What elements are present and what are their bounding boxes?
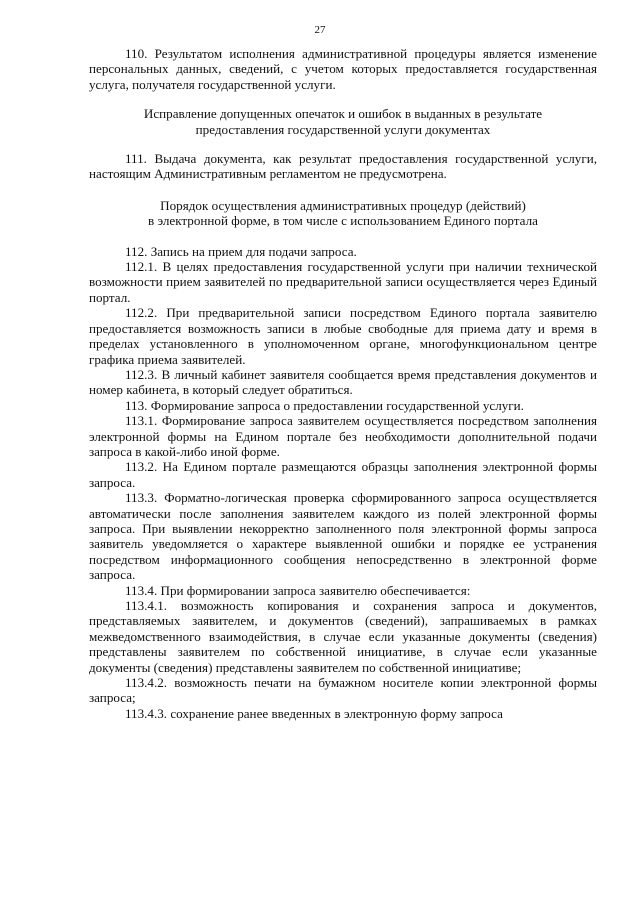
page-number: 27 bbox=[314, 24, 326, 36]
paragraph-112-3: 112.3. В личный кабинет заявителя сообщается время представления документов и номер кабинета, в который следует обратиться. bbox=[89, 366, 597, 398]
paragraph-113-4-1: 113.4.1. возможность копирования и сохранения запроса и документов, представляемых заявителем, и документов (сведений), запрашиваемых в рамках межведомственного взаимодействия, в случае если указанные документы (сведения) представлены заявителем по собственной инициативе, в случае если указанные документы (сведения) представлены заявителем по собственной инициативе; bbox=[89, 598, 597, 675]
section-heading-corrections-line-1: Исправление допущенных опечаток и ошибок в выданных в результате bbox=[143, 106, 543, 122]
section-heading-electronic-line-1: Порядок осуществления административных процедур (действий) bbox=[160, 197, 526, 213]
paragraph-112-1: 112.1. В целях предоставления государственной услуги при наличии технической возможности прием заявителей по предварительной записи осуществляется через Единый портал. bbox=[89, 259, 597, 305]
section-heading-electronic-line-2: в электронной форме, в том числе с использованием Единого портала bbox=[148, 213, 538, 229]
document-body bbox=[89, 46, 597, 721]
paragraph-113-1: 113.1. Формирование запроса заявителем осуществляется посредством заполнения электронной формы на Едином портале без необходимости дополнительной подачи запроса в какой-либо иной форме. bbox=[89, 413, 597, 459]
paragraph-112: 112. Запись на прием для подачи запроса. bbox=[125, 243, 357, 259]
paragraph-113-4-2: 113.4.2. возможность печати на бумажном носителе копии электронной формы запроса; bbox=[89, 675, 597, 706]
paragraph-113-3: 113.3. Форматно-логическая проверка сформированного запроса осуществляется автоматически после заполнения заявителем каждого из полей электронной формы запроса. При выявлении некорректно заполненного поля электронной формы запроса заявитель уведомляется о характере выявленной ошибки и порядке ее устранения посредством информационного сообщения непосредственно в электронной форме запроса. bbox=[89, 490, 597, 583]
paragraph-112-2: 112.2. При предварительной записи посредством Единого портала заявителю предоставляется возможность записи в любые свободные для приема дату и время в пределах установленного в уполномоченном органе, многофункциональном центре графика приема заявителей. bbox=[89, 305, 597, 367]
section-heading-corrections-line-2: предоставления государственной услуги документах bbox=[195, 121, 491, 137]
paragraph-113-2: 113.2. На Едином портале размещаются образцы заполнения электронной формы запроса. bbox=[89, 459, 597, 490]
paragraph-110: 110. Результатом исполнения административной процедуры является изменение персональных данных, сведений, с учетом которых предоставляется государственная услуга, получателя государственной услуги. bbox=[89, 46, 597, 92]
paragraph-113: 113. Формирование запроса о предоставлении государственной услуги. bbox=[125, 397, 524, 413]
paragraph-113-4-3: 113.4.3. сохранение ранее введенных в электронную форму запроса bbox=[125, 705, 503, 721]
paragraph-113-4: 113.4. При формировании запроса заявителю обеспечивается: bbox=[125, 582, 471, 598]
paragraph-111: 111. Выдача документа, как результат предоставления государственной услуги, настоящим Административным регламентом не предусмотрена. bbox=[89, 151, 597, 182]
